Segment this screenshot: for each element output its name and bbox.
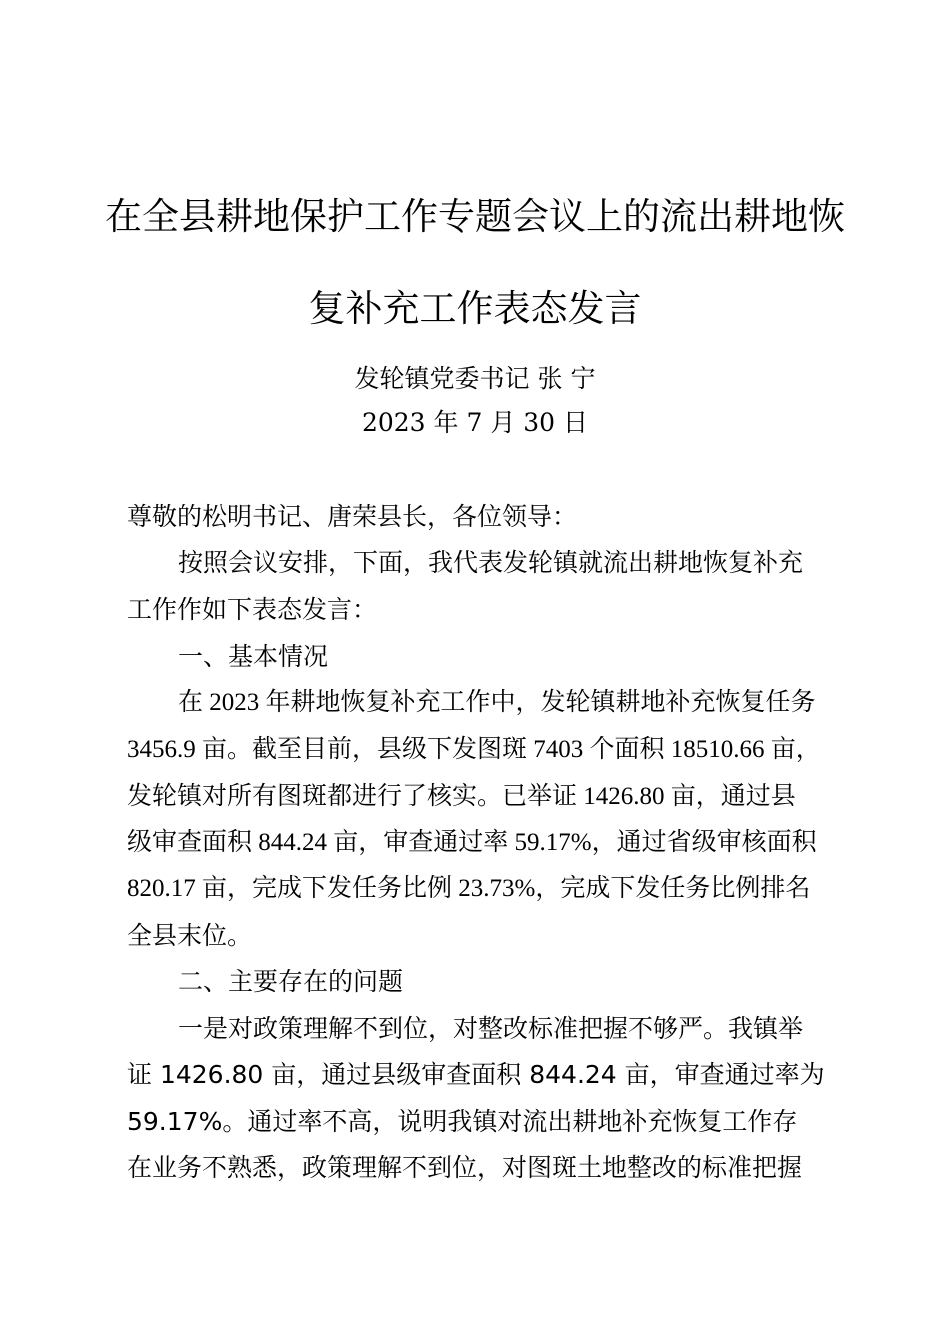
body-line: 证 1426.80 亩，通过县级审查面积 844.24 亩，审查通过率为 [127, 1060, 825, 1089]
body-line: 工作作如下表态发言： [127, 595, 378, 624]
document-date: 2023 年 7 月 30 日 [361, 408, 589, 437]
body-line: 820.17 亩，完成下发任务比例 23.73%，完成下发任务比例排名 [127, 875, 811, 902]
salutation: 尊敬的松明书记、唐荣县长，各位领导： [127, 502, 578, 531]
body-line: 在业务不熟悉，政策理解不到位，对图斑土地整改的标准把握 [127, 1153, 803, 1182]
body-line: 59.17%。通过率不高，说明我镇对流出耕地补充恢复工作存 [127, 1107, 798, 1136]
document-title-line-2: 复补充工作表态发言 [308, 287, 642, 330]
body-line: 一是对政策理解不到位，对整改标准把握不够严。我镇举 [178, 1014, 804, 1043]
body-line: 发轮镇对所有图斑都进行了核实。已举证 1426.80 亩，通过县 [127, 783, 796, 810]
body-line: 级审查面积 844.24 亩，审查通过率 59.17%，通过省级审核面积 [127, 829, 817, 856]
author-byline: 发轮镇党委书记 张 宁 [354, 364, 596, 393]
body-line: 3456.9 亩。截至目前，县级下发图斑 7403 个面积 18510.66 亩， [127, 736, 821, 763]
section-heading-problems: 二、主要存在的问题 [178, 967, 404, 996]
section-heading-basic: 一、基本情况 [178, 642, 329, 671]
document-title-line-1: 在全县耕地保护工作专题会议上的流出耕地恢 [105, 195, 845, 238]
body-line: 按照会议安排，下面，我代表发轮镇就流出耕地恢复补充 [178, 548, 804, 577]
body-line: 全县末位。 [127, 921, 253, 950]
body-line: 在 2023 年耕地恢复补充工作中，发轮镇耕地补充恢复任务 [178, 689, 816, 716]
